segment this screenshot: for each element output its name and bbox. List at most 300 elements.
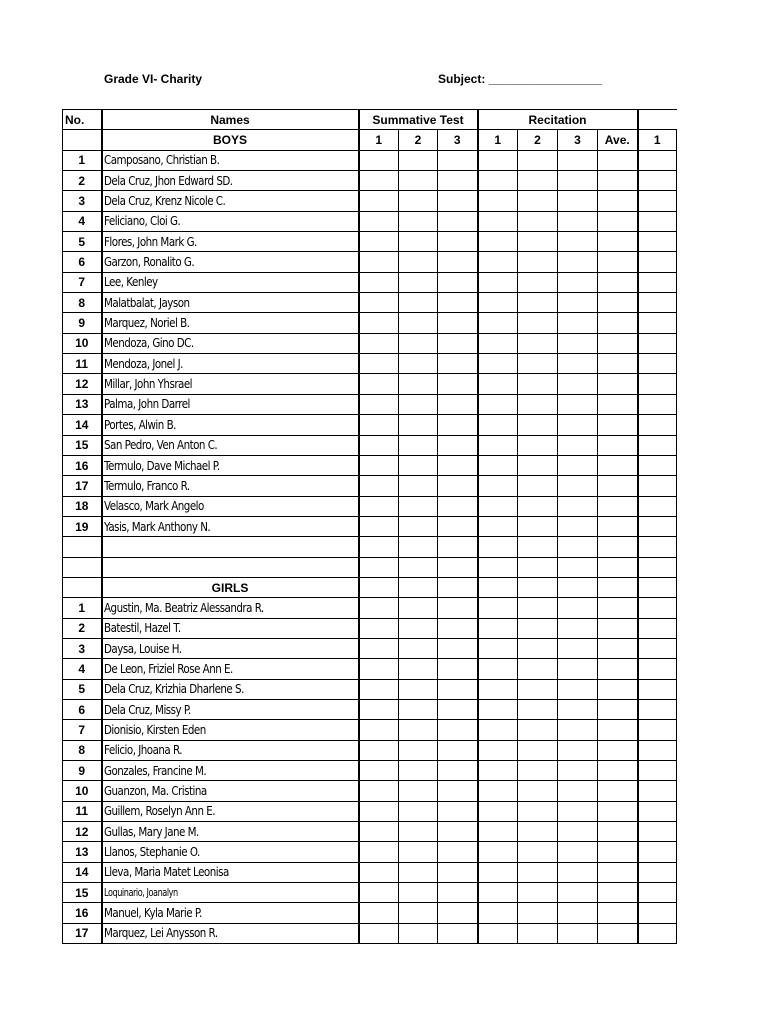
score-cell[interactable] (438, 333, 478, 353)
score-cell[interactable] (438, 455, 478, 475)
score-cell[interactable] (638, 313, 677, 333)
score-cell[interactable] (558, 638, 598, 658)
score-cell[interactable] (399, 537, 438, 557)
score-cell[interactable] (478, 618, 518, 638)
score-cell[interactable] (518, 883, 558, 903)
score-cell[interactable] (359, 761, 399, 781)
score-cell[interactable] (558, 822, 598, 842)
score-cell[interactable] (518, 232, 558, 252)
score-cell[interactable] (638, 374, 677, 394)
score-cell[interactable] (558, 557, 598, 577)
score-cell[interactable] (438, 598, 478, 618)
score-cell[interactable] (638, 618, 677, 638)
score-cell[interactable] (518, 862, 558, 882)
score-cell[interactable] (638, 923, 677, 943)
score-cell[interactable] (399, 903, 438, 923)
score-cell[interactable] (638, 476, 677, 496)
score-cell[interactable] (478, 842, 518, 862)
score-cell[interactable] (399, 354, 438, 374)
score-cell[interactable] (638, 598, 677, 618)
score-cell[interactable] (558, 598, 598, 618)
score-cell[interactable] (438, 883, 478, 903)
score-cell[interactable] (638, 272, 677, 292)
score-cell[interactable] (359, 293, 399, 313)
score-cell[interactable] (558, 171, 598, 191)
score-cell[interactable] (399, 720, 438, 740)
score-cell[interactable] (598, 699, 638, 719)
score-cell[interactable] (359, 272, 399, 292)
score-cell[interactable] (478, 313, 518, 333)
score-cell[interactable] (598, 516, 638, 536)
score-cell[interactable] (478, 781, 518, 801)
score-cell[interactable] (638, 781, 677, 801)
score-cell[interactable] (558, 191, 598, 211)
score-cell[interactable] (359, 394, 399, 414)
score-cell[interactable] (359, 455, 399, 475)
score-cell[interactable] (359, 618, 399, 638)
score-cell[interactable] (518, 211, 558, 231)
score-cell[interactable] (438, 191, 478, 211)
score-cell[interactable] (638, 740, 677, 760)
score-cell[interactable] (558, 618, 598, 638)
score-cell[interactable] (638, 516, 677, 536)
score-cell[interactable] (359, 720, 399, 740)
score-cell[interactable] (478, 354, 518, 374)
score-cell[interactable] (598, 659, 638, 679)
score-cell[interactable] (558, 883, 598, 903)
score-cell[interactable] (438, 272, 478, 292)
score-cell[interactable] (478, 883, 518, 903)
score-cell[interactable] (438, 822, 478, 842)
score-cell[interactable] (518, 923, 558, 943)
score-cell[interactable] (518, 557, 558, 577)
score-cell[interactable] (438, 150, 478, 170)
score-cell[interactable] (638, 883, 677, 903)
score-cell[interactable] (558, 679, 598, 699)
score-cell[interactable] (518, 333, 558, 353)
score-cell[interactable] (478, 638, 518, 658)
score-cell[interactable] (598, 171, 638, 191)
score-cell[interactable] (478, 191, 518, 211)
score-cell[interactable] (558, 293, 598, 313)
score-cell[interactable] (598, 476, 638, 496)
score-cell[interactable] (399, 394, 438, 414)
score-cell[interactable] (638, 577, 677, 597)
score-cell[interactable] (558, 903, 598, 923)
score-cell[interactable] (478, 374, 518, 394)
score-cell[interactable] (518, 801, 558, 821)
score-cell[interactable] (359, 496, 399, 516)
score-cell[interactable] (359, 374, 399, 394)
score-cell[interactable] (518, 699, 558, 719)
score-cell[interactable] (518, 415, 558, 435)
score-cell[interactable] (399, 476, 438, 496)
score-cell[interactable] (399, 781, 438, 801)
score-cell[interactable] (438, 252, 478, 272)
score-cell[interactable] (558, 862, 598, 882)
score-cell[interactable] (598, 842, 638, 862)
score-cell[interactable] (638, 293, 677, 313)
score-cell[interactable] (359, 781, 399, 801)
score-cell[interactable] (478, 516, 518, 536)
score-cell[interactable] (438, 435, 478, 455)
score-cell[interactable] (438, 537, 478, 557)
score-cell[interactable] (359, 842, 399, 862)
score-cell[interactable] (359, 415, 399, 435)
score-cell[interactable] (478, 171, 518, 191)
score-cell[interactable] (518, 374, 558, 394)
score-cell[interactable] (478, 801, 518, 821)
score-cell[interactable] (558, 333, 598, 353)
score-cell[interactable] (438, 232, 478, 252)
score-cell[interactable] (638, 232, 677, 252)
score-cell[interactable] (558, 537, 598, 557)
score-cell[interactable] (478, 476, 518, 496)
score-cell[interactable] (598, 903, 638, 923)
score-cell[interactable] (359, 598, 399, 618)
score-cell[interactable] (359, 679, 399, 699)
score-cell[interactable] (359, 333, 399, 353)
score-cell[interactable] (558, 435, 598, 455)
score-cell[interactable] (399, 679, 438, 699)
score-cell[interactable] (598, 455, 638, 475)
score-cell[interactable] (558, 516, 598, 536)
score-cell[interactable] (638, 455, 677, 475)
score-cell[interactable] (598, 211, 638, 231)
score-cell[interactable] (478, 435, 518, 455)
score-cell[interactable] (359, 699, 399, 719)
score-cell[interactable] (638, 557, 677, 577)
score-cell[interactable] (399, 862, 438, 882)
score-cell[interactable] (518, 761, 558, 781)
score-cell[interactable] (638, 435, 677, 455)
score-cell[interactable] (558, 455, 598, 475)
score-cell[interactable] (598, 720, 638, 740)
score-cell[interactable] (438, 842, 478, 862)
score-cell[interactable] (359, 801, 399, 821)
score-cell[interactable] (359, 557, 399, 577)
score-cell[interactable] (598, 435, 638, 455)
score-cell[interactable] (399, 333, 438, 353)
score-cell[interactable] (598, 781, 638, 801)
score-cell[interactable] (638, 842, 677, 862)
score-cell[interactable] (478, 252, 518, 272)
score-cell[interactable] (399, 842, 438, 862)
score-cell[interactable] (638, 537, 677, 557)
score-cell[interactable] (438, 211, 478, 231)
score-cell[interactable] (359, 191, 399, 211)
score-cell[interactable] (438, 923, 478, 943)
score-cell[interactable] (399, 801, 438, 821)
score-cell[interactable] (558, 150, 598, 170)
score-cell[interactable] (478, 740, 518, 760)
score-cell[interactable] (518, 598, 558, 618)
score-cell[interactable] (598, 272, 638, 292)
score-cell[interactable] (518, 842, 558, 862)
score-cell[interactable] (399, 883, 438, 903)
score-cell[interactable] (598, 822, 638, 842)
score-cell[interactable] (478, 699, 518, 719)
score-cell[interactable] (478, 333, 518, 353)
score-cell[interactable] (438, 415, 478, 435)
score-cell[interactable] (359, 883, 399, 903)
score-cell[interactable] (399, 557, 438, 577)
score-cell[interactable] (399, 577, 438, 597)
score-cell[interactable] (598, 862, 638, 882)
score-cell[interactable] (359, 354, 399, 374)
score-cell[interactable] (518, 476, 558, 496)
score-cell[interactable] (558, 496, 598, 516)
score-cell[interactable] (478, 598, 518, 618)
score-cell[interactable] (399, 618, 438, 638)
score-cell[interactable] (518, 577, 558, 597)
score-cell[interactable] (399, 374, 438, 394)
score-cell[interactable] (638, 415, 677, 435)
score-cell[interactable] (359, 862, 399, 882)
score-cell[interactable] (638, 211, 677, 231)
score-cell[interactable] (438, 354, 478, 374)
score-cell[interactable] (518, 618, 558, 638)
score-cell[interactable] (598, 354, 638, 374)
score-cell[interactable] (558, 923, 598, 943)
score-cell[interactable] (438, 659, 478, 679)
score-cell[interactable] (558, 211, 598, 231)
score-cell[interactable] (478, 293, 518, 313)
score-cell[interactable] (438, 801, 478, 821)
score-cell[interactable] (438, 903, 478, 923)
score-cell[interactable] (438, 699, 478, 719)
score-cell[interactable] (478, 903, 518, 923)
score-cell[interactable] (598, 598, 638, 618)
score-cell[interactable] (558, 272, 598, 292)
score-cell[interactable] (359, 537, 399, 557)
score-cell[interactable] (438, 740, 478, 760)
score-cell[interactable] (558, 801, 598, 821)
score-cell[interactable] (478, 557, 518, 577)
score-cell[interactable] (558, 313, 598, 333)
score-cell[interactable] (598, 394, 638, 414)
score-cell[interactable] (359, 822, 399, 842)
score-cell[interactable] (638, 822, 677, 842)
score-cell[interactable] (638, 862, 677, 882)
score-cell[interactable] (478, 659, 518, 679)
score-cell[interactable] (638, 191, 677, 211)
score-cell[interactable] (399, 598, 438, 618)
score-cell[interactable] (558, 699, 598, 719)
score-cell[interactable] (478, 679, 518, 699)
score-cell[interactable] (518, 537, 558, 557)
score-cell[interactable] (438, 171, 478, 191)
score-cell[interactable] (438, 557, 478, 577)
score-cell[interactable] (558, 842, 598, 862)
score-cell[interactable] (518, 313, 558, 333)
score-cell[interactable] (518, 293, 558, 313)
score-cell[interactable] (598, 313, 638, 333)
score-cell[interactable] (598, 557, 638, 577)
score-cell[interactable] (518, 191, 558, 211)
score-cell[interactable] (598, 374, 638, 394)
score-cell[interactable] (399, 761, 438, 781)
score-cell[interactable] (598, 923, 638, 943)
score-cell[interactable] (438, 313, 478, 333)
score-cell[interactable] (359, 435, 399, 455)
score-cell[interactable] (638, 354, 677, 374)
score-cell[interactable] (359, 171, 399, 191)
score-cell[interactable] (359, 211, 399, 231)
score-cell[interactable] (638, 699, 677, 719)
score-cell[interactable] (598, 801, 638, 821)
score-cell[interactable] (399, 496, 438, 516)
score-cell[interactable] (438, 577, 478, 597)
score-cell[interactable] (359, 577, 399, 597)
score-cell[interactable] (478, 211, 518, 231)
score-cell[interactable] (598, 232, 638, 252)
score-cell[interactable] (598, 883, 638, 903)
score-cell[interactable] (438, 293, 478, 313)
score-cell[interactable] (399, 150, 438, 170)
score-cell[interactable] (478, 822, 518, 842)
score-cell[interactable] (478, 232, 518, 252)
score-cell[interactable] (478, 537, 518, 557)
score-cell[interactable] (558, 476, 598, 496)
score-cell[interactable] (399, 516, 438, 536)
score-cell[interactable] (598, 191, 638, 211)
score-cell[interactable] (598, 761, 638, 781)
score-cell[interactable] (478, 394, 518, 414)
score-cell[interactable] (399, 699, 438, 719)
score-cell[interactable] (638, 171, 677, 191)
score-cell[interactable] (478, 720, 518, 740)
score-cell[interactable] (438, 679, 478, 699)
score-cell[interactable] (399, 171, 438, 191)
score-cell[interactable] (638, 638, 677, 658)
score-cell[interactable] (638, 659, 677, 679)
score-cell[interactable] (399, 313, 438, 333)
score-cell[interactable] (478, 496, 518, 516)
score-cell[interactable] (438, 394, 478, 414)
score-cell[interactable] (438, 638, 478, 658)
score-cell[interactable] (518, 455, 558, 475)
score-cell[interactable] (518, 903, 558, 923)
score-cell[interactable] (359, 516, 399, 536)
score-cell[interactable] (558, 374, 598, 394)
score-cell[interactable] (359, 903, 399, 923)
score-cell[interactable] (518, 516, 558, 536)
score-cell[interactable] (638, 903, 677, 923)
score-cell[interactable] (638, 679, 677, 699)
score-cell[interactable] (558, 252, 598, 272)
score-cell[interactable] (399, 435, 438, 455)
score-cell[interactable] (359, 232, 399, 252)
score-cell[interactable] (399, 822, 438, 842)
score-cell[interactable] (558, 720, 598, 740)
score-cell[interactable] (399, 740, 438, 760)
score-cell[interactable] (438, 516, 478, 536)
score-cell[interactable] (359, 476, 399, 496)
score-cell[interactable] (478, 761, 518, 781)
score-cell[interactable] (558, 781, 598, 801)
score-cell[interactable] (598, 252, 638, 272)
score-cell[interactable] (518, 435, 558, 455)
score-cell[interactable] (518, 740, 558, 760)
score-cell[interactable] (478, 862, 518, 882)
score-cell[interactable] (518, 171, 558, 191)
score-cell[interactable] (359, 150, 399, 170)
score-cell[interactable] (558, 394, 598, 414)
score-cell[interactable] (558, 659, 598, 679)
score-cell[interactable] (598, 496, 638, 516)
score-cell[interactable] (359, 740, 399, 760)
score-cell[interactable] (359, 313, 399, 333)
score-cell[interactable] (598, 333, 638, 353)
score-cell[interactable] (399, 659, 438, 679)
score-cell[interactable] (598, 293, 638, 313)
score-cell[interactable] (399, 455, 438, 475)
score-cell[interactable] (399, 415, 438, 435)
score-cell[interactable] (518, 781, 558, 801)
score-cell[interactable] (638, 333, 677, 353)
score-cell[interactable] (558, 761, 598, 781)
score-cell[interactable] (518, 252, 558, 272)
score-cell[interactable] (478, 272, 518, 292)
score-cell[interactable] (518, 150, 558, 170)
score-cell[interactable] (638, 252, 677, 272)
score-cell[interactable] (638, 150, 677, 170)
score-cell[interactable] (438, 618, 478, 638)
score-cell[interactable] (558, 740, 598, 760)
score-cell[interactable] (598, 150, 638, 170)
score-cell[interactable] (399, 293, 438, 313)
score-cell[interactable] (638, 720, 677, 740)
score-cell[interactable] (518, 394, 558, 414)
score-cell[interactable] (478, 150, 518, 170)
score-cell[interactable] (478, 923, 518, 943)
score-cell[interactable] (598, 638, 638, 658)
score-cell[interactable] (518, 822, 558, 842)
score-cell[interactable] (518, 659, 558, 679)
score-cell[interactable] (638, 394, 677, 414)
score-cell[interactable] (399, 252, 438, 272)
score-cell[interactable] (598, 577, 638, 597)
score-cell[interactable] (598, 679, 638, 699)
score-cell[interactable] (399, 211, 438, 231)
score-cell[interactable] (438, 761, 478, 781)
score-cell[interactable] (598, 618, 638, 638)
score-cell[interactable] (399, 272, 438, 292)
score-cell[interactable] (518, 679, 558, 699)
score-cell[interactable] (518, 720, 558, 740)
score-cell[interactable] (359, 638, 399, 658)
score-cell[interactable] (598, 415, 638, 435)
score-cell[interactable] (558, 415, 598, 435)
score-cell[interactable] (399, 638, 438, 658)
score-cell[interactable] (399, 923, 438, 943)
score-cell[interactable] (478, 577, 518, 597)
score-cell[interactable] (359, 252, 399, 272)
score-cell[interactable] (438, 862, 478, 882)
score-cell[interactable] (558, 354, 598, 374)
score-cell[interactable] (478, 455, 518, 475)
score-cell[interactable] (399, 191, 438, 211)
score-cell[interactable] (399, 232, 438, 252)
score-cell[interactable] (518, 272, 558, 292)
score-cell[interactable] (438, 720, 478, 740)
score-cell[interactable] (638, 801, 677, 821)
score-cell[interactable] (638, 761, 677, 781)
score-cell[interactable] (518, 638, 558, 658)
score-cell[interactable] (478, 415, 518, 435)
score-cell[interactable] (558, 577, 598, 597)
